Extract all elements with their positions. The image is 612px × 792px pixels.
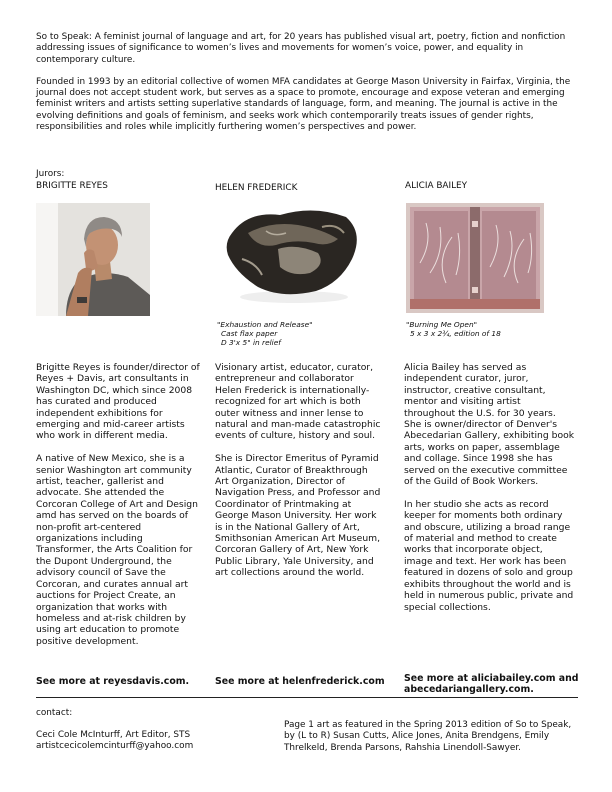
caption-dimensions: D 3'x 5" in relief [221, 338, 281, 347]
juror-column-reyes [36, 181, 204, 192]
juror-name-frederick: HELEN FREDERICK [215, 183, 298, 193]
juror-name-reyes: BRIGITTE REYES [36, 181, 108, 191]
artwork-caption-bailey [406, 320, 501, 338]
caption-medium: Cast flax paper [221, 329, 278, 338]
intro-paragraph-1: So to Speak: A feminist journal of language and art, for 20 years has published visual art, poetry, fiction and nonfiction addressing issues of significance to women’s lives and movements for women’s voice, power, and equality in contemporary culture. [36, 32, 566, 65]
artwork-burning-me-open-photo [406, 203, 544, 313]
intro-text [36, 32, 576, 144]
see-more-link-frederick[interactable]: See more at helenfrederick.com [215, 676, 385, 687]
juror-bio-frederick [215, 362, 381, 590]
footer-divider [36, 697, 578, 698]
contact-name: Ceci Cole McInturff, Art Editor, STS [36, 730, 191, 740]
jurors-label: Jurors: [36, 169, 65, 179]
artwork-caption-frederick [217, 320, 313, 347]
juror-portrait-photo [36, 203, 150, 316]
contact-label: contact: [36, 708, 73, 718]
juror-name-bailey: ALICIA BAILEY [405, 181, 468, 191]
caption-title: "Burning Me Open" [406, 320, 478, 329]
art-credit-footnote: Page 1 art as featured in the Spring 2013 edition of So to Speak, by (L to R) Susan Cutts, Alice Jones, Anita Brendgens, Emily Threlkeld, Brenda Parsons, Rahshia Linendoll-Sawyer. [284, 720, 572, 753]
bio-paragraph: Visionary artist, educator, curator, entrepreneur and collaborator Helen Frederick is internationally-recognized for art which is both outer witness and inner lense to natural and man-made catastrophic events of culture, history and soul. [215, 362, 381, 442]
bio-paragraph: In her studio she acts as record keeper for moments both ordinary and obscure, utilizing a broad range of material and method to create works that incorporate object, image and text. Her work has been featured in dozens of solo and group exhibits throughout the world and is held in numerous public, private and special collections. [404, 498, 574, 613]
caption-dimensions: 5 x 3 x 2¾, edition of 18 [410, 329, 501, 338]
bio-paragraph: Brigitte Reyes is founder/director of Reyes + Davis, art consultants in Washington DC, which since 2008 has curated and produced independent exhibitions for emerging and mid-career artists who work in different media. [36, 362, 200, 442]
juror-bio-bailey [404, 362, 574, 624]
contact-email[interactable]: artistcecicolemcinturff@yahoo.com [36, 741, 194, 752]
see-more-link-bailey[interactable]: See more at aliciabailey.com and abecedariangallery.com. [404, 673, 579, 696]
bio-paragraph: She is Director Emeritus of Pyramid Atlantic, Curator of Breakthrough Art Organization, Director of Navigation Press, and Professor and Coordinator of Printmaking at George Mason University. Her work is in the National Gallery of Art, Smithsonian American Art Museum, Corcoran Gallery of Art, New York Public Library, Yale University, and art collections around the world. [215, 453, 381, 579]
bio-paragraph: Alicia Bailey has served as independent curator, juror, instructor, creative consultant, mentor and visiting artist throughout the U.S. for 30 years. She is owner/director of Denver's Abecedarian Gallery, exhibiting book arts, works on paper, assemblage and collage. Since 1998 she has served on the executive committee of the Guild of Book Workers. [404, 362, 575, 488]
juror-bio-reyes [36, 362, 202, 659]
contact-block [36, 730, 193, 753]
caption-title: "Exhaustion and Release" [217, 320, 313, 329]
juror-column-frederick [215, 183, 383, 194]
see-more-link-reyes[interactable]: See more at reyesdavis.com. [36, 676, 190, 687]
bio-paragraph: A native of New Mexico, she is a senior Washington art community artist, teacher, gallerist and advocate. She attended the Corcoran College of Art and Design amd has served on the boards of non-profit art-centered organizations including Transformer, the Arts Coalition for the Dupont Underground, the advisory council of Save the Corcoran, and curates annual art auctions for Project Create, an organization that works with homeless and at-risk children by using art education to promote positive development. [36, 453, 198, 647]
juror-column-bailey [405, 181, 573, 192]
intro-paragraph-2: Founded in 1993 by an editorial collective of women MFA candidates at George Mason University in Fairfax, Virginia, the journal does not accept student work, but serves as a space to promote, encourage and expose veteran and emerging feminist writers and artists setting superlative standards of language, form, and meaning. The journal is active in the evolving definitions and goals of feminism, and seeks work which contemporarily treats issues of gender rights, responsibilities and roles while implicitly furthering women’s perspectives and power. [36, 76, 571, 133]
artwork-exhaustion-and-release-photo [218, 203, 369, 306]
